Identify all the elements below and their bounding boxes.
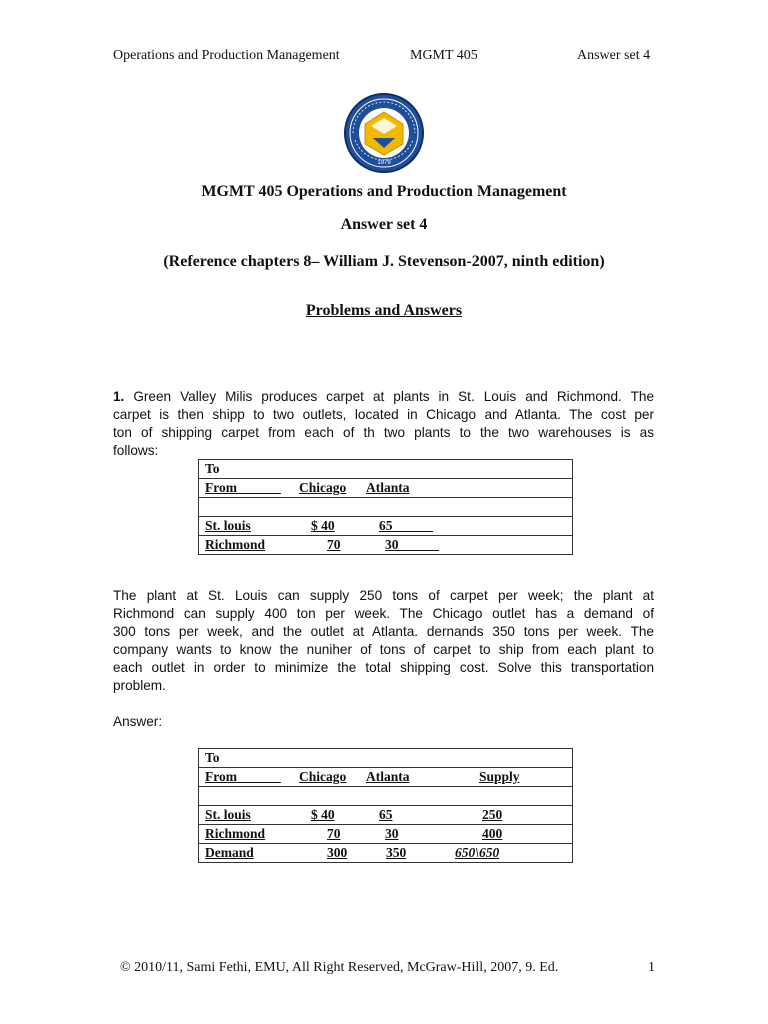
table-row: [199, 536, 572, 554]
cell-atlanta: 30: [385, 826, 399, 841]
cell-atlanta: 30: [385, 537, 399, 552]
col-atlanta: Atlanta: [366, 769, 410, 784]
row-name: Demand: [205, 845, 254, 860]
cell-atlanta: 65: [379, 807, 393, 822]
intro-line-2: carpet is then shipp to two outlets, located in Chicago and Atlanta. The cost per: [113, 407, 654, 422]
col-atlanta: Atlanta: [366, 480, 410, 495]
cell-chicago: $ 40: [311, 518, 335, 533]
cell-atlanta: 65: [379, 518, 393, 533]
table-row: [199, 479, 572, 498]
col-chicago: Chicago: [299, 769, 347, 784]
table-row: [199, 749, 572, 768]
page-number: 1: [648, 960, 655, 975]
row-name: St. louis: [205, 807, 251, 822]
table-row: [199, 844, 572, 862]
table-row: [199, 768, 572, 787]
reference-line: (Reference chapters 8– William J. Stevenson-2007, ninth edition): [163, 253, 605, 270]
table-row: [199, 787, 572, 806]
university-seal-icon: [343, 92, 425, 174]
cell-total: 650\650: [455, 845, 500, 860]
row-name: Richmond: [205, 537, 266, 552]
body-line-3: 300 tons per week, and the outlet at Atlanta. dernands 350 tons per week. The: [113, 624, 654, 639]
body-line-2: Richmond can supply 400 ton per week. The Chicago outlet has a demand of: [113, 606, 654, 621]
answer-label: Answer:: [113, 714, 163, 729]
cell-chicago: $ 40: [311, 807, 335, 822]
cell-chicago: 70: [327, 537, 341, 552]
col-supply: Supply: [479, 769, 520, 784]
body-line-1: The plant at St. Louis can supply 250 tons of carpet per week; the plant at: [113, 588, 654, 603]
page-title: MGMT 405 Operations and Production Management: [201, 183, 567, 200]
table-row: [199, 806, 572, 825]
to-label: To: [205, 750, 220, 765]
answer-table: [198, 748, 573, 863]
from-label: From: [205, 769, 237, 784]
table-row: [199, 825, 572, 844]
header-course-code: MGMT 405: [410, 48, 478, 63]
body-line-6: problem.: [113, 678, 166, 693]
intro-line-1: 1. Green Valley Milis produces carpet at plants in St. Louis and Richmond. The: [113, 389, 654, 404]
cell-atlanta: 350: [386, 845, 407, 860]
problem-body: [113, 587, 654, 695]
section-heading: [0, 302, 768, 320]
row-name: Richmond: [205, 826, 266, 841]
page-subtitle: Answer set 4: [340, 216, 428, 233]
problem-number: 1.: [113, 389, 125, 404]
to-label: To: [205, 461, 220, 476]
cell-chicago: 70: [327, 826, 341, 841]
table-row: [199, 460, 572, 479]
cost-table: [198, 459, 573, 555]
row-name: St. louis: [205, 518, 251, 533]
cell-supply: 400: [482, 826, 503, 841]
col-chicago: Chicago: [299, 480, 347, 495]
header-course-name: Operations and Production Management: [113, 48, 340, 63]
footer-copyright: © 2010/11, Sami Fethi, EMU, All Right Reserved, McGraw-Hill, 2007, 9. Ed.: [120, 960, 559, 975]
section-heading-text: Problems and Answers: [305, 302, 463, 319]
table-row: [199, 498, 572, 517]
intro-line-3: ton of shipping carpet from each of th two plants to the two warehouses is as: [113, 425, 654, 440]
cell-supply: 250: [482, 807, 503, 822]
cell-chicago: 300: [327, 845, 348, 860]
body-line-4: company wants to know the nuniher of tons of carpet to ship from each plant to: [113, 642, 654, 657]
intro-line-4: follows:: [113, 443, 159, 458]
header-answer-set: Answer set 4: [577, 48, 651, 63]
from-label: From: [205, 480, 237, 495]
body-line-5: each outlet in order to minimize the total shipping cost. Solve this transportation: [113, 660, 654, 675]
seal-year: 1979: [377, 160, 391, 166]
table-row: [199, 517, 572, 536]
problem-intro: [113, 388, 654, 460]
